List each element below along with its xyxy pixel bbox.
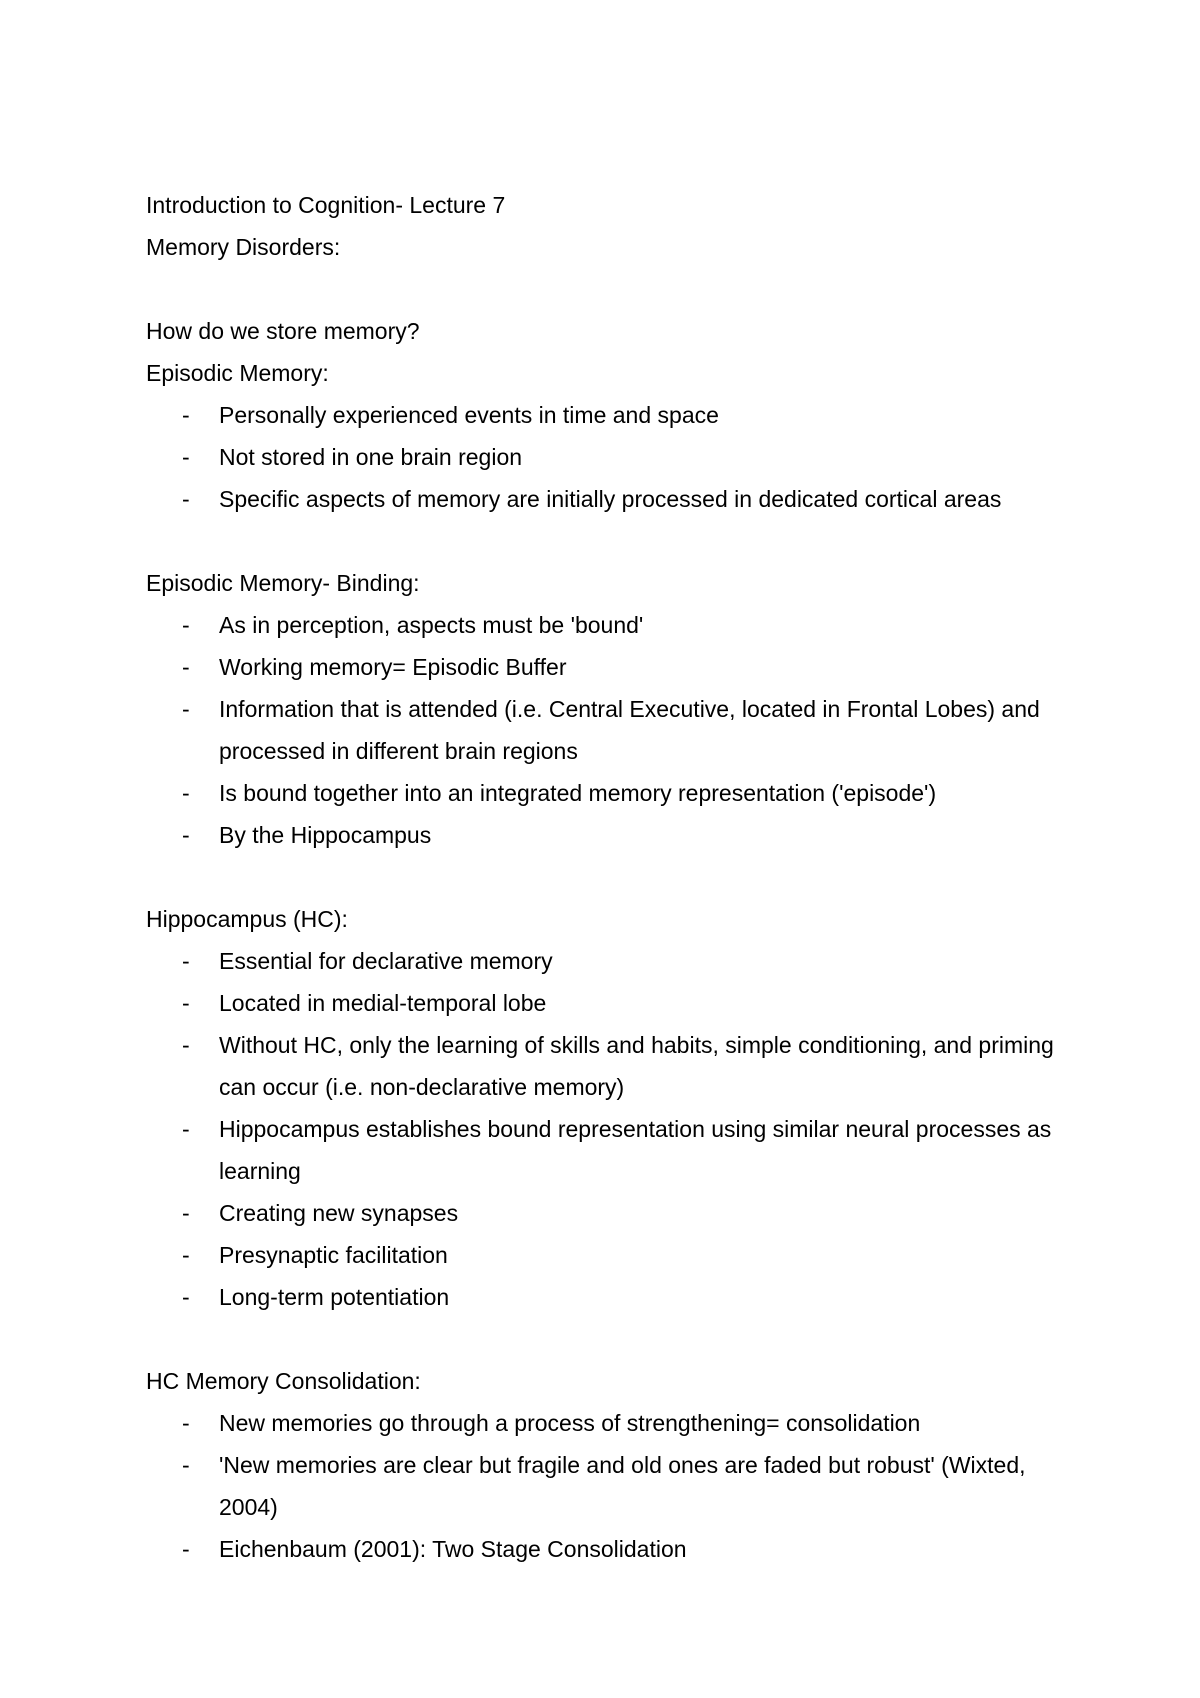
- section-list-consolidation: [146, 1402, 1076, 1570]
- bullet-dash: -: [182, 1410, 190, 1436]
- list-item-text: Not stored in one brain region: [219, 444, 523, 470]
- blank-line: [146, 1318, 1076, 1360]
- section-heading-binding: Episodic Memory- Binding:: [146, 570, 420, 596]
- list-item-text: By the Hippocampus: [219, 822, 432, 848]
- list-item: [146, 646, 1076, 688]
- bullet-dash: -: [182, 990, 190, 1016]
- list-item-text: Specific aspects of memory are initially processed in dedicated cortical areas: [219, 486, 1002, 512]
- section-list-episodic-memory: [146, 394, 1076, 520]
- section-heading-hippocampus: Hippocampus (HC):: [146, 906, 348, 932]
- list-item: [146, 1444, 1076, 1528]
- list-item-text: Working memory= Episodic Buffer: [219, 654, 567, 680]
- blank-line: [146, 520, 1076, 562]
- blank-line: [146, 856, 1076, 898]
- section-heading-consolidation: HC Memory Consolidation:: [146, 1368, 421, 1394]
- bullet-dash: -: [182, 780, 190, 806]
- list-item-text: Located in medial-temporal lobe: [219, 990, 547, 1016]
- bullet-dash: -: [182, 822, 190, 848]
- list-item-text: Eichenbaum (2001): Two Stage Consolidation: [219, 1536, 687, 1562]
- bullet-dash: -: [182, 654, 190, 680]
- list-item: [146, 982, 1076, 1024]
- bullet-dash: -: [182, 1116, 190, 1142]
- bullet-dash: -: [182, 696, 190, 722]
- list-item-text: Essential for declarative memory: [219, 948, 553, 974]
- section-list-binding: [146, 604, 1076, 856]
- bullet-dash: -: [182, 948, 190, 974]
- blank-line: [146, 268, 1076, 310]
- bullet-dash: -: [182, 612, 190, 638]
- bullet-dash: -: [182, 1284, 190, 1310]
- bullet-dash: -: [182, 1200, 190, 1226]
- list-item: [146, 436, 1076, 478]
- bullet-dash: -: [182, 1536, 190, 1562]
- list-item-text: As in perception, aspects must be 'bound': [219, 612, 644, 638]
- list-item: [146, 1192, 1076, 1234]
- list-item-text: Presynaptic facilitation: [219, 1242, 448, 1268]
- list-item: [146, 814, 1076, 856]
- list-item-text: Personally experienced events in time and space: [219, 402, 719, 428]
- list-item-text: 'New memories are clear but fragile and old ones are faded but robust' (Wixted, 2004): [219, 1452, 1026, 1520]
- list-item: [146, 1528, 1076, 1570]
- list-item-text: New memories go through a process of strengthening= consolidation: [219, 1410, 921, 1436]
- list-item-text: Without HC, only the learning of skills and habits, simple conditioning, and priming can occur (i.e. non-declarative memory): [219, 1032, 1054, 1100]
- bullet-dash: -: [182, 1452, 190, 1478]
- document-page: [146, 184, 1076, 1570]
- list-item: [146, 1024, 1076, 1108]
- list-item: [146, 688, 1076, 772]
- bullet-dash: -: [182, 402, 190, 428]
- list-item-text: Information that is attended (i.e. Central Executive, located in Frontal Lobes) and processed in different brain regions: [219, 696, 1040, 764]
- list-item: [146, 604, 1076, 646]
- list-item-text: Hippocampus establishes bound representation using similar neural processes as learning: [219, 1116, 1052, 1184]
- bullet-dash: -: [182, 444, 190, 470]
- document-subtitle: Memory Disorders:: [146, 234, 341, 260]
- document-question: How do we store memory?: [146, 318, 420, 344]
- list-item: [146, 1234, 1076, 1276]
- list-item: [146, 1276, 1076, 1318]
- list-item: [146, 772, 1076, 814]
- document-title: Introduction to Cognition- Lecture 7: [146, 192, 506, 218]
- bullet-dash: -: [182, 486, 190, 512]
- list-item: [146, 394, 1076, 436]
- list-item: [146, 1108, 1076, 1192]
- list-item-text: Is bound together into an integrated memory representation ('episode'): [219, 780, 937, 806]
- list-item: [146, 940, 1076, 982]
- bullet-dash: -: [182, 1032, 190, 1058]
- bullet-dash: -: [182, 1242, 190, 1268]
- list-item: [146, 478, 1076, 520]
- list-item: [146, 1402, 1076, 1444]
- list-item-text: Long-term potentiation: [219, 1284, 450, 1310]
- list-item-text: Creating new synapses: [219, 1200, 459, 1226]
- section-heading-episodic-memory: Episodic Memory:: [146, 360, 329, 386]
- section-list-hippocampus: [146, 940, 1076, 1318]
